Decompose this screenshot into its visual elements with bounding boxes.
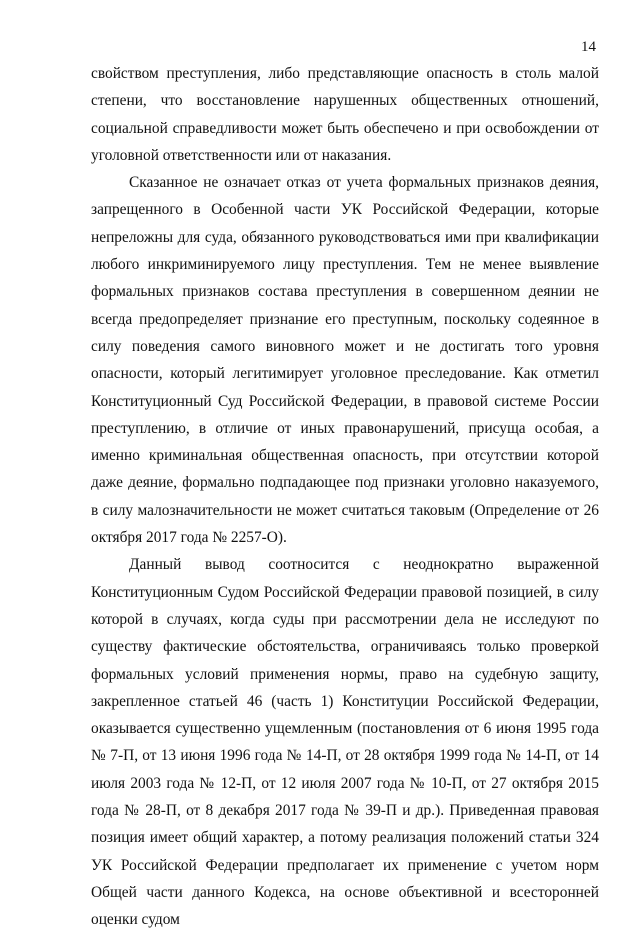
paragraph-2: Сказанное не означает отказ от учета формальных признаков деяния, запрещенного в Особенной части УК Российской Федерации, которые непреложны для суда, обязанного руководствоваться ими при квалификации любого инкриминируемого лицу преступления. Тем не менее выявление формальных признаков состава преступления в совершенном деянии не всегда предопределяет признание его преступным, поскольку содеянное в силу поведения самого виновного может и не достигать того уровня опасности, который легитимирует уголовное преследование. Как отметил Конституционный Суд Российской Федерации, в правовой системе России преступлению, в отличие от иных правонарушений, присуща особая, а именно криминальная общественная опасность, при отсутствии которой даже деяние, формально подпадающее под признаки уголовно наказуемого, в силу малозначительности не может считаться таковым (Определение от 26 октября 2017 года № 2257-О). <box>91 174 599 547</box>
paragraph-1: свойством преступления, либо представляющие опасность в столь малой степени, что восстановление нарушенных общественных отношений, социальной справедливости может быть обеспечено и при освобождении от уголовной ответственности или от наказания. <box>91 65 599 164</box>
page-number: 14 <box>581 39 596 55</box>
paragraph-3: Данный вывод соотносится с неоднократно выраженной Конституционным Судом Российской Федерации правовой позицией, в силу которой в случаях, когда суды при рассмотрении дела не исследуют по существу фактические обстоятельства, ограничиваясь только проверкой формальных условий применения нормы, право на судебную защиту, закрепленное статьей 46 (часть 1) Конституции Российской Федерации, оказывается существенно ущемленным (постановления от 6 июня 1995 года № 7-П, от 13 июня 1996 года № 14-П, от 28 октября 1999 года № 14-П, от 14 июля 2003 года № 12-П, от 12 июля 2007 года № 10-П, от 27 октября 2015 года № 28-П, от 8 декабря 2017 года № 39-П и др.). Приведенная правовая позиция имеет общий характер, а потому реализация положений статьи 324 УК Российской Федерации предполагает их применение с учетом норм Общей части данного Кодекса, на основе объективной и всесторонней оценки судом <box>91 556 599 929</box>
document-body <box>91 60 599 934</box>
